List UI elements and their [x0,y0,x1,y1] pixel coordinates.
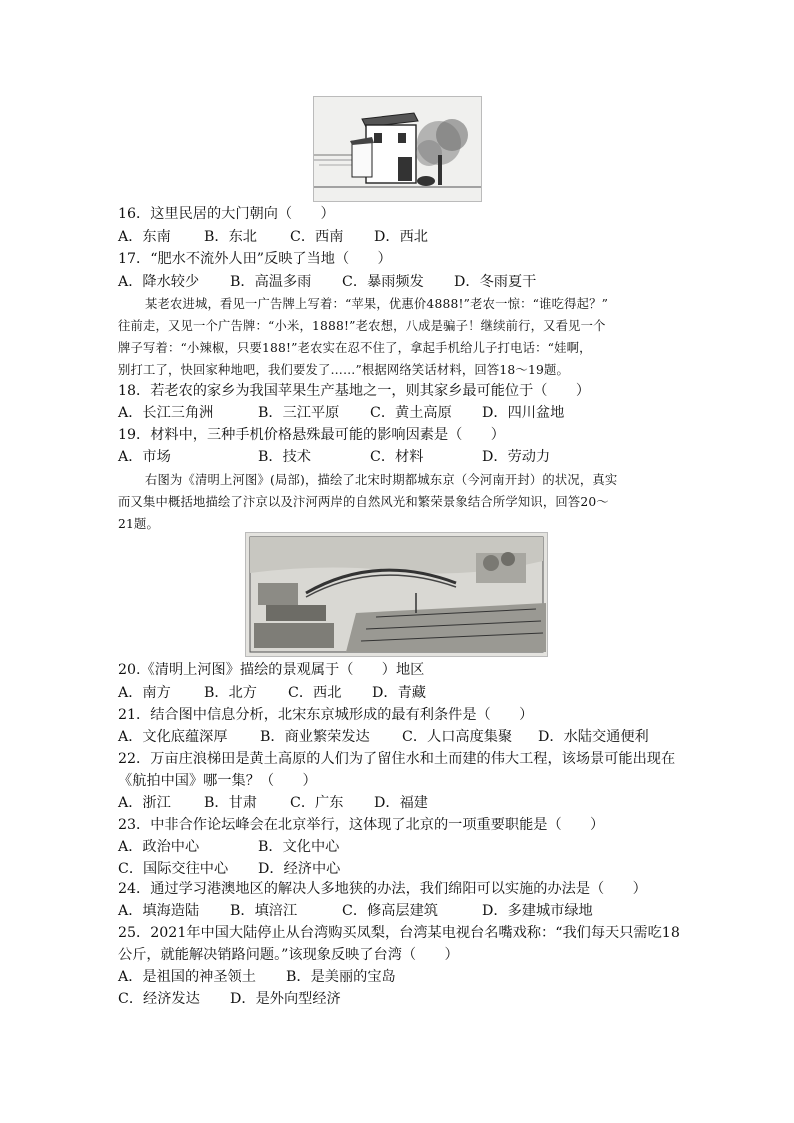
q21-option-c[interactable]: C．人口高度集聚 [402,729,513,745]
q23-stem: 23．中非合作论坛峰会在北京举行，这体现了北京的一项重要职能是（ ） [118,817,605,833]
q22-option-c[interactable]: C．广东 [290,795,344,811]
q18-option-b[interactable]: B．三江平原 [258,405,340,421]
q23-option-b[interactable]: B．文化中心 [258,839,340,855]
q20-option-a[interactable]: A．南方 [118,685,171,701]
q23-options-row-1 [118,837,339,857]
material1-line-4: 别打工了，快回家种地吧，我们要发了……”根据网络笑话材料，回答18～19题。 [118,363,569,377]
q23-option-d[interactable]: D．经济中心 [258,861,341,877]
q21-option-a[interactable]: A．文化底蕴深厚 [118,729,228,745]
q25-options-row-2 [118,989,341,1009]
q19-option-d[interactable]: D．劳动力 [482,449,551,465]
q16-options [118,227,428,247]
q19-options [118,447,550,467]
q17-option-c[interactable]: C．暴雨频发 [342,274,424,290]
q21-options [118,727,649,747]
q16-stem: 16．这里民居的大门朝向（ ） [118,206,335,222]
q16-option-b[interactable]: B．东北 [204,229,257,245]
q20-option-c[interactable]: C．西北 [288,685,342,701]
q16-option-c[interactable]: C．西南 [290,229,344,245]
q23-options-row-2 [118,859,340,879]
house-sketch-figure [313,96,482,202]
q25-stem-line-1: 25．2021年中国大陆停止从台湾购买凤梨，台湾某电视台名嘴戏称：“我们每天只需吃18 [118,925,680,941]
q24-stem: 24．通过学习港澳地区的解决人多地狭的办法，我们绵阳可以实施的办法是（ ） [118,881,647,897]
q24-option-a[interactable]: A．填海造陆 [118,903,200,919]
q25-option-b[interactable]: B．是美丽的宝岛 [286,969,396,985]
q19-option-a[interactable]: A．市场 [118,449,171,465]
q23-option-a[interactable]: A．政治中心 [118,839,200,855]
q21-stem: 21．结合图中信息分析，北宋东京城形成的最有利条件是（ ） [118,707,534,723]
q22-option-b[interactable]: B．甘肃 [204,795,257,811]
house-drawing [314,97,481,201]
material1-line-2: 往前走，又见一个广告牌：“小米，1888!”老农想，八成是骗子！继续前行，又看见一个 [118,319,606,333]
material2-line-1: 右图为《清明上河图》(局部)，描绘了北宋时期都城东京（今河南开封）的状况，真实 [145,473,618,487]
q17-stem: 17．“肥水不流外人田”反映了当地（ ） [118,251,392,267]
q18-options [118,403,564,423]
q18-option-d[interactable]: D．四川盆地 [482,405,565,421]
painting-drawing [246,533,547,656]
q16-option-d[interactable]: D．西北 [374,229,428,245]
material2-line-2: 而又集中概括地描绘了汴京以及汴河两岸的自然风光和繁荣景象结合所学知识，回答20～ [118,495,609,509]
q18-option-a[interactable]: A．长江三角洲 [118,405,214,421]
q24-options [118,901,593,921]
material2-line-3: 21题。 [118,517,160,531]
q20-stem: 20.《清明上河图》描绘的景观属于（ ）地区 [118,662,425,678]
material1-line-3: 牌子写着：“小辣椒，只要188!”老农实在忍不住了，拿起手机给儿子打电话：“娃啊， [118,341,592,355]
q22-options [118,793,428,813]
q24-option-b[interactable]: B．填涪江 [230,903,298,919]
material1-line-1: 某老农进城，看见一广告牌上写着：“苹果，优惠价4888!”老农一惊：“谁吃得起？” [145,297,609,311]
q19-option-b[interactable]: B．技术 [258,449,311,465]
q20-option-d[interactable]: D．青藏 [372,685,426,701]
q22-stem-line-2: 《航拍中国》哪一集？（ ） [118,773,317,789]
q19-option-c[interactable]: C．材料 [370,449,424,465]
q22-option-a[interactable]: A．浙江 [118,795,171,811]
q25-option-d[interactable]: D．是外向型经济 [230,991,341,1007]
q20-option-b[interactable]: B．北方 [204,685,257,701]
q24-option-c[interactable]: C．修高层建筑 [342,903,438,919]
qingming-painting-figure [245,532,548,657]
q19-stem: 19．材料中，三种手机价格悬殊最可能的影响因素是（ ） [118,427,505,443]
q25-option-c[interactable]: C．经济发达 [118,991,200,1007]
q23-option-c[interactable]: C．国际交往中心 [118,861,229,877]
q17-option-d[interactable]: D．冬雨夏干 [454,274,537,290]
q25-stem-line-2: 公斤，就能解决销路问题。”该现象反映了台湾（ ） [118,947,459,963]
q17-options [118,272,536,292]
q22-stem-line-1: 22．万亩庄浪梯田是黄土高原的人们为了留住水和土而建的伟大工程，该场景可能出现在 [118,751,676,767]
q16-option-a[interactable]: A．东南 [118,229,171,245]
q24-option-d[interactable]: D．多建城市绿地 [482,903,593,919]
q21-option-b[interactable]: B．商业繁荣发达 [260,729,370,745]
q25-option-a[interactable]: A．是祖国的神圣领土 [118,969,256,985]
q20-options [118,683,426,703]
q22-option-d[interactable]: D．福建 [374,795,428,811]
q17-option-b[interactable]: B．高温多雨 [230,274,312,290]
q25-options-row-1 [118,967,396,987]
q18-stem: 18．若老农的家乡为我国苹果生产基地之一，则其家乡最可能位于（ ） [118,383,591,399]
q17-option-a[interactable]: A．降水较少 [118,274,200,290]
q21-option-d[interactable]: D．水陆交通便利 [538,729,649,745]
q18-option-c[interactable]: C．黄土高原 [370,405,452,421]
